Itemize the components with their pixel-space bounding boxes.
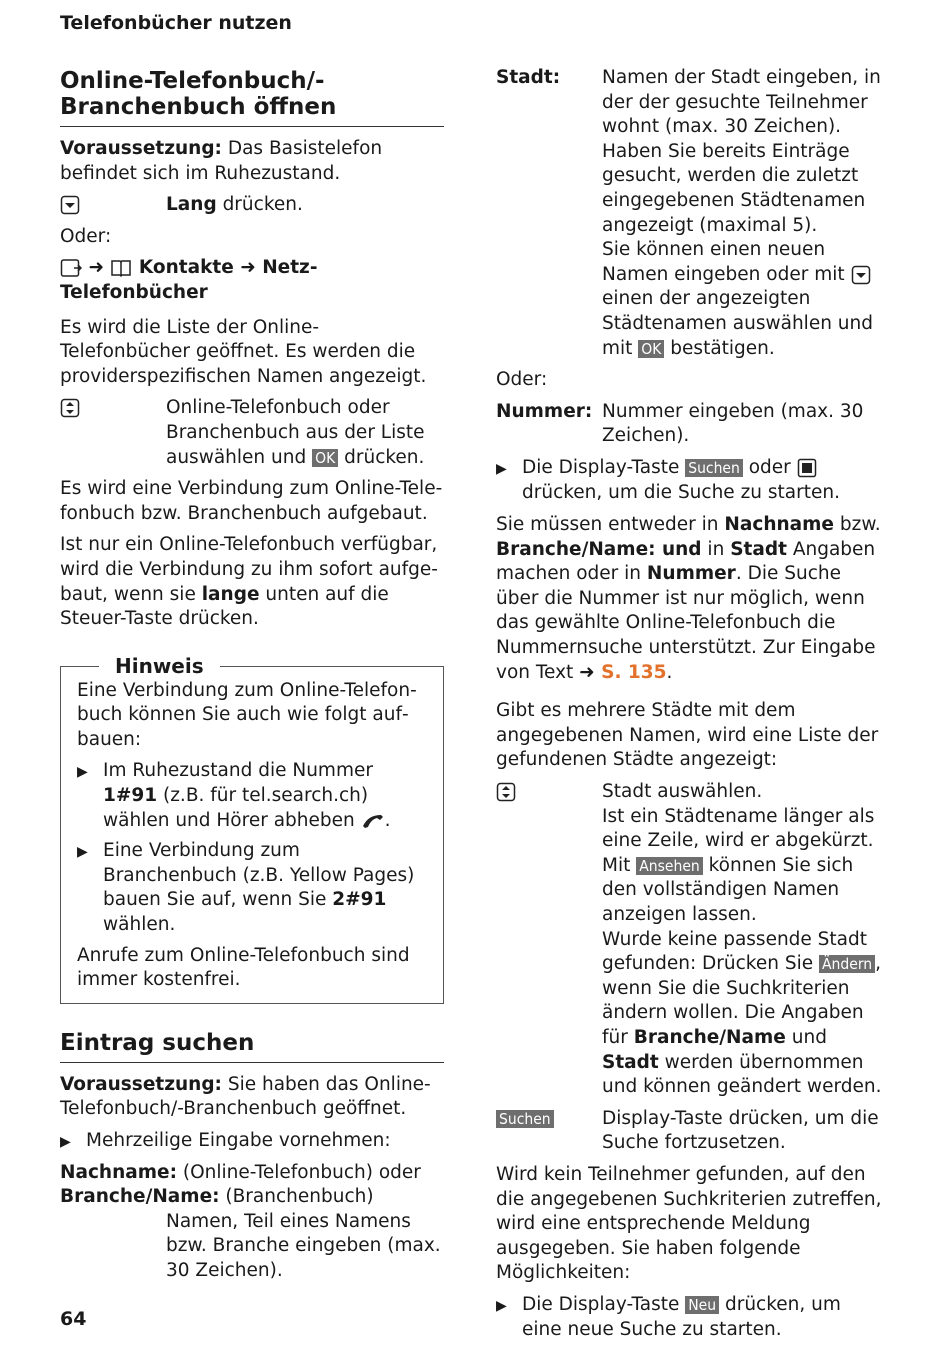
paragraph: Gibt es mehrere Städte mit dem angegebenen Namen, wird eine Liste der gefundenen Städte angezeigt: [496,700,879,771]
bullet-item: ▶ Die Display-Taste Suchen oder drücken, um die Suche zu starten. [496,456,886,505]
paragraph: Wird kein Teilnehmer gefunden, auf den die angegebenen Suchkriterien zutreffen, wird eine entsprechende Meldung ausgegeben. Sie haben folgende Möglichkeiten: [496,1163,882,1284]
nav-down-key-icon [851,265,871,285]
left-column [60,68,444,1291]
hint-text: Eine Verbindung zum Online-Telefonbuch können Sie auch wie folgt aufbauen: [77,679,417,750]
suchen-row: Suchen Display-Taste drücken, um die Suche fortzusetzen. [496,1107,886,1156]
oder-label: Oder: [496,369,548,391]
bullet-arrow-icon: ▶ [496,1297,507,1314]
bullet-arrow-icon: ▶ [496,460,507,477]
hint-box [60,653,444,1004]
handset-icon [361,813,385,829]
hint-bullet: ▶ Eine Verbindung zum Branchenbuch (z.B. Yellow Pages) bauen Sie auf, wenn Sie 2#91 wählen. [77,839,428,937]
field-nachname: Nachname: (Online-Telefonbuch) oder [60,1161,421,1183]
aendern-softkey: Ändern [819,955,875,973]
arrow-icon: ➜ [88,257,111,279]
hint-title: Hinweis [99,654,220,678]
hint-bullet: ▶ Im Ruhezustand die Nummer 1#91 (z.B. für tel.search.ch) wählen und Hörer abheben . [77,759,428,833]
field-stadt: Stadt: Namen der Stadt eingeben, in der der gesuchte Teilnehmer wohnt (max. 30 Zeichen). Haben Sie bereits Einträge gesucht, werden die zuletzt eingegebenen Städtenamen angezeigt (maximal 5). Sie können einen neuen Namen eingeben oder mit einen der angezeigten Städtenamen auswählen und mit OK bestätigen. [496,67,881,359]
menu-key-icon [60,258,82,278]
right-column [496,66,886,1348]
square-key-icon [797,458,817,478]
book-icon [110,258,132,278]
paragraph: Sie müssen entweder in Nachname bzw. Branche/Name: und in Stadt Angaben machen oder in Nummer. Die Suche über die Nummer ist nur möglich, wenn das gewählte Online-Telefonbuch die Nummernsuche unterstützt. Zur Eingabe von Text ➜ S. 135. [496,514,881,683]
nav-updown-key-icon [496,782,516,802]
bullet-arrow-icon: ▶ [77,764,88,781]
arrow-icon: ➜ [579,661,602,683]
bullet-arrow-icon: ▶ [77,844,88,861]
bullet-arrow-icon: ▶ [60,1134,71,1150]
ok-softkey: OK [638,340,664,358]
bullet-item: ▶ Die Display-Taste Neu drücken, um eine neue Suche zu starten. [496,1293,886,1342]
oder-label: Oder: [60,225,112,247]
field-nummer: Nummer: Nummer eingeben (max. 30 Zeichen). [496,400,864,447]
suchen-softkey: Suchen [685,459,743,477]
arrow-icon: ➜ [240,257,263,279]
ansehen-softkey: Ansehen [636,857,703,875]
paragraph: Es wird eine Verbindung zum Online-Telefonbuch bzw. Branchenbuch aufgebaut. [60,478,443,524]
running-header: Telefonbücher nutzen [60,12,292,34]
neu-softkey: Neu [685,1296,719,1314]
menu-path: ➜ Kontakte ➜ Netz-Telefonbücher [60,257,318,303]
prerequisite: Voraussetzung: Das Basistelefon befindet sich im Ruhezustand. [60,138,383,184]
page-link[interactable]: S. 135 [601,661,667,683]
page-number: 64 [60,1308,87,1330]
bullet-item: ▶ Mehrzeilige Eingabe vornehmen: [60,1129,444,1155]
paragraph: Ist nur ein Online-Telefonbuch verfügbar, wird die Verbindung zu ihm sofort aufgebaut, wenn sie lange unten auf die Steuer-Taste drücken. [60,534,438,630]
prerequisite: Voraussetzung: Sie haben das Online-Telefonbuch/-Branchenbuch geöffnet. [60,1073,431,1120]
long-press-row: Lang drücken. [60,193,444,218]
paragraph: Es wird die Liste der Online-Telefonbücher geöffnet. Es werden die providerspezifischen Namen angezeigt. [60,316,427,387]
hint-text: Anrufe zum Online-Telefonbuch sind immer kostenfrei. [77,944,410,991]
field-description: Namen, Teil eines Namens bzw. Branche eingeben (max. 30 Zeichen). [166,1210,441,1281]
heading-open-phonebook: Online-Telefonbuch/- Branchenbuch öffnen [60,68,444,127]
nav-updown-key-icon [60,398,80,418]
field-branche: Branche/Name: (Branchenbuch) [60,1186,374,1208]
nav-down-key-icon [60,195,80,215]
ok-softkey: OK [312,449,338,467]
suchen-softkey: Suchen [496,1110,554,1128]
select-city-row: Stadt auswählen. Ist ein Städtename länger als eine Zeile, wird er abgekürzt. Mit Ansehen können Sie sich den vollständigen Namen anzeigen lassen. Wurde keine passende Stadt gefunden: Drücken Sie Ändern , wenn Sie die Suchkriterien ändern wollen. Die Angaben für Branche/Name und Stadt werden übernommen und können geändert werden. [496,780,886,1100]
heading-search-entry: Eintrag suchen [60,1030,444,1063]
select-row: Online-Telefonbuch oder Branchenbuch aus der Liste auswählen und OK drücken. [60,396,444,470]
